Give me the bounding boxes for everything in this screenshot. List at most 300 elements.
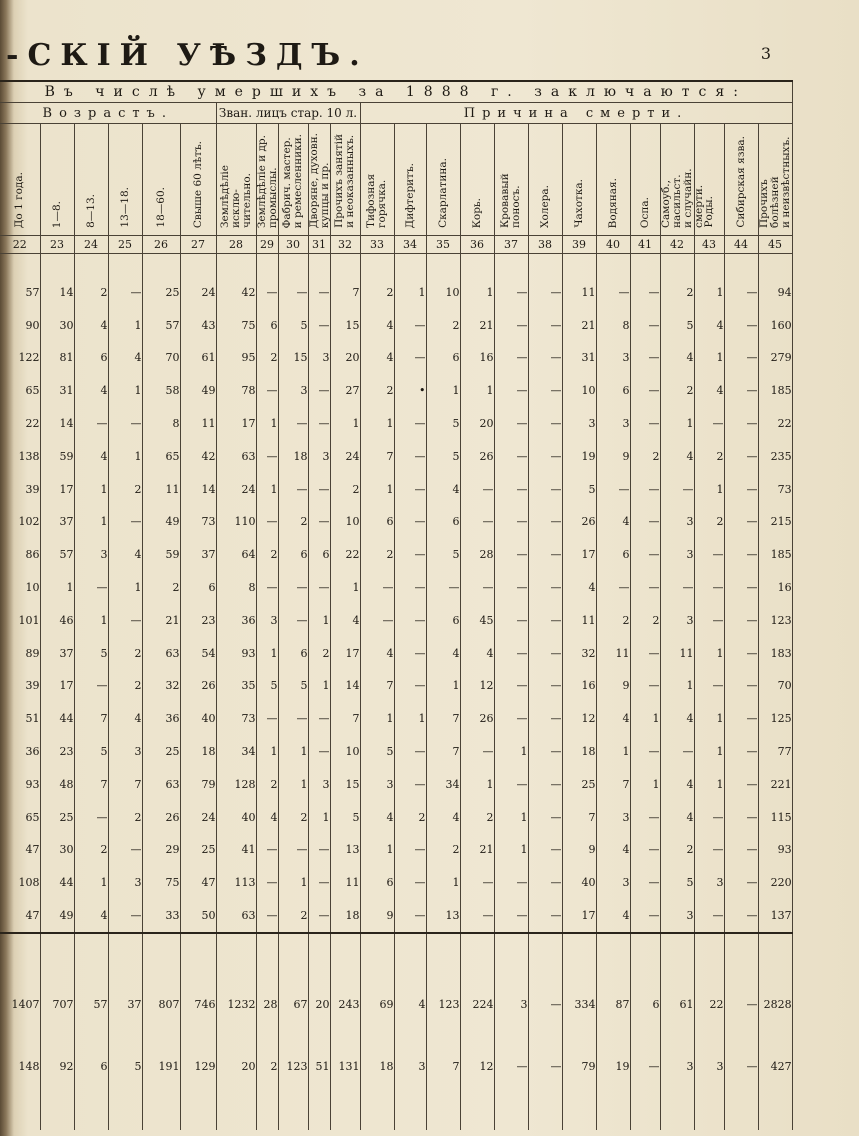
total-cell: 3 <box>494 974 528 1036</box>
table-cell: 1 <box>494 834 528 867</box>
table-cell: — <box>694 670 724 703</box>
table-cell: 48 <box>40 768 74 801</box>
column-header <box>562 124 596 236</box>
table-cell: — <box>108 407 142 440</box>
table-cell: 5 <box>426 440 460 473</box>
table-cell: 79 <box>180 768 216 801</box>
table-cell: 1 <box>394 702 426 735</box>
total-cell: — <box>494 1036 528 1098</box>
table-cell: 44 <box>40 702 74 735</box>
table-cell: — <box>308 407 330 440</box>
total-cell: 123 <box>278 1036 308 1098</box>
table-cell: 63 <box>142 768 180 801</box>
table-cell: 1 <box>694 735 724 768</box>
total-cell: 2828 <box>758 974 792 1036</box>
column-number: 45 <box>758 236 792 254</box>
table-cell: — <box>694 801 724 834</box>
table-row <box>0 440 792 473</box>
table-cell: 1 <box>394 276 426 309</box>
table-cell: 49 <box>40 899 74 933</box>
table-cell: 16 <box>758 571 792 604</box>
total-cell: 129 <box>180 1036 216 1098</box>
table-cell: 17 <box>40 473 74 506</box>
table-cell: — <box>394 440 426 473</box>
table-cell: — <box>278 834 308 867</box>
total-cell: — <box>724 974 758 1036</box>
table-cell: — <box>494 538 528 571</box>
column-header <box>0 124 40 236</box>
table-cell: — <box>108 276 142 309</box>
table-cell: 4 <box>426 801 460 834</box>
table-cell: 6 <box>426 604 460 637</box>
table-cell: — <box>278 702 308 735</box>
table-cell: 34 <box>216 735 256 768</box>
total-cell: 20 <box>308 974 330 1036</box>
table-cell: 221 <box>758 768 792 801</box>
table-cell: 11 <box>596 637 630 670</box>
table-cell: — <box>724 768 758 801</box>
table-cell: 22 <box>0 407 40 440</box>
column-label: Кровавый поносъ. <box>499 173 522 228</box>
table-cell: 10 <box>426 276 460 309</box>
table-cell: 26 <box>562 506 596 539</box>
table-cell: 2 <box>426 309 460 342</box>
column-header <box>108 124 142 236</box>
table-cell: 18 <box>330 899 360 933</box>
table-cell: — <box>596 571 630 604</box>
table-cell: — <box>724 440 758 473</box>
column-label: Дифтеритъ. <box>403 162 416 228</box>
table-cell: 2 <box>308 637 330 670</box>
table-cell: 18 <box>180 735 216 768</box>
table-cell: 42 <box>180 440 216 473</box>
table-cell: 26 <box>460 440 494 473</box>
table-cell: — <box>494 473 528 506</box>
table-cell: 70 <box>758 670 792 703</box>
table-cell: 4 <box>694 374 724 407</box>
table-cell: 108 <box>0 866 40 899</box>
table-cell: 1 <box>360 834 394 867</box>
table-cell: — <box>724 309 758 342</box>
table-cell: 65 <box>0 374 40 407</box>
table-cell: 40 <box>216 801 256 834</box>
column-label: 8—13. <box>84 194 97 228</box>
table-cell: 2 <box>694 440 724 473</box>
table-cell: 37 <box>40 506 74 539</box>
column-header <box>426 124 460 236</box>
table-cell: 1 <box>426 670 460 703</box>
table-cell: 3 <box>360 768 394 801</box>
table-cell: 4 <box>426 473 460 506</box>
table-cell: 65 <box>0 801 40 834</box>
table-cell: 1 <box>360 473 394 506</box>
total-cell: 22 <box>694 974 724 1036</box>
table-cell: 1 <box>426 374 460 407</box>
table-cell: 1 <box>330 407 360 440</box>
column-label: Сибирская язва. <box>734 136 747 228</box>
table-cell: 1 <box>108 309 142 342</box>
table-cell: 73 <box>216 702 256 735</box>
table-cell: — <box>528 702 562 735</box>
table-cell: 5 <box>360 735 394 768</box>
total-cell: 1232 <box>216 974 256 1036</box>
table-cell: 215 <box>758 506 792 539</box>
table-cell: 4 <box>256 801 278 834</box>
table-cell: — <box>394 834 426 867</box>
table-cell: 125 <box>758 702 792 735</box>
table-cell: 279 <box>758 342 792 375</box>
table-cell: — <box>528 374 562 407</box>
table-cell: 4 <box>74 309 108 342</box>
table-cell: 1 <box>278 768 308 801</box>
table-cell: 235 <box>758 440 792 473</box>
table-cell: 4 <box>596 834 630 867</box>
table-cell: — <box>630 309 660 342</box>
table-cell: — <box>630 374 660 407</box>
total-cell: 67 <box>278 974 308 1036</box>
table-cell: 45 <box>460 604 494 637</box>
table-cell: 47 <box>0 899 40 933</box>
table-cell: 93 <box>216 637 256 670</box>
total-cell: 5 <box>108 1036 142 1098</box>
table-cell: 1 <box>494 735 528 768</box>
table-cell: — <box>74 670 108 703</box>
table-cell: 11 <box>330 866 360 899</box>
table-cell: 30 <box>40 309 74 342</box>
table-cell: 16 <box>562 670 596 703</box>
table-cell: 2 <box>74 834 108 867</box>
table-cell: — <box>694 407 724 440</box>
totals-row <box>0 974 792 1036</box>
table-cell: — <box>394 538 426 571</box>
table-cell: — <box>494 702 528 735</box>
table-row <box>0 702 792 735</box>
table-cell: 95 <box>216 342 256 375</box>
table-cell: 4 <box>108 342 142 375</box>
table-cell: 4 <box>360 309 394 342</box>
table-cell: 59 <box>142 538 180 571</box>
table-cell: — <box>394 637 426 670</box>
table-cell: 17 <box>216 407 256 440</box>
table-cell: 49 <box>142 506 180 539</box>
table-cell: 2 <box>108 801 142 834</box>
column-label: Свыше 60 лѣтъ. <box>191 140 204 228</box>
table-cell: 31 <box>40 374 74 407</box>
table-cell: 24 <box>180 801 216 834</box>
table-cell: 6 <box>278 637 308 670</box>
table-cell: — <box>528 899 562 933</box>
page-number: 3 <box>760 44 771 63</box>
table-cell: 93 <box>0 768 40 801</box>
table-cell: — <box>74 407 108 440</box>
table-cell: 1 <box>460 374 494 407</box>
table-cell: 115 <box>758 801 792 834</box>
table-cell: 30 <box>40 834 74 867</box>
table-cell: 4 <box>596 899 630 933</box>
column-label: Дворяне, духовн. купцы и пр. <box>307 132 331 228</box>
table-cell: 36 <box>142 702 180 735</box>
column-number: 26 <box>142 236 180 254</box>
table-cell: 3 <box>596 801 630 834</box>
table-row <box>0 899 792 933</box>
table-cell: 40 <box>180 702 216 735</box>
table-row <box>0 473 792 506</box>
table-cell: — <box>528 801 562 834</box>
table-cell: 9 <box>596 670 630 703</box>
table-cell: — <box>394 571 426 604</box>
table-cell: — <box>630 637 660 670</box>
column-number: 39 <box>562 236 596 254</box>
table-cell: 29 <box>142 834 180 867</box>
table-cell: 12 <box>460 670 494 703</box>
table-cell: 43 <box>180 309 216 342</box>
column-header <box>724 124 758 236</box>
column-label: 13—18. <box>118 187 131 228</box>
table-cell: 2 <box>394 801 426 834</box>
total-cell: 2 <box>256 1036 278 1098</box>
column-number: 41 <box>630 236 660 254</box>
table-cell: 17 <box>562 899 596 933</box>
table-row <box>0 506 792 539</box>
table-row <box>0 670 792 703</box>
table-cell: 4 <box>660 702 694 735</box>
table-cell: 50 <box>180 899 216 933</box>
column-header <box>360 124 394 236</box>
table-cell: — <box>494 866 528 899</box>
table-cell: — <box>528 866 562 899</box>
table-cell: — <box>694 899 724 933</box>
table-row <box>0 768 792 801</box>
table-cell: 10 <box>330 735 360 768</box>
table-cell: — <box>278 571 308 604</box>
table-cell: 2 <box>460 801 494 834</box>
table-cell: 8 <box>142 407 180 440</box>
table-cell: 21 <box>562 309 596 342</box>
table-cell: — <box>308 899 330 933</box>
table-cell: 63 <box>216 899 256 933</box>
table-cell: 1 <box>256 637 278 670</box>
table-cell: — <box>74 801 108 834</box>
table-cell: 1 <box>694 702 724 735</box>
total-cell: 37 <box>108 974 142 1036</box>
table-cell: — <box>278 407 308 440</box>
table-cell: 1 <box>108 571 142 604</box>
table-row <box>0 276 792 309</box>
table-cell: — <box>596 473 630 506</box>
table-cell: 20 <box>460 407 494 440</box>
table-cell: 1 <box>694 637 724 670</box>
column-header <box>142 124 180 236</box>
table-cell: — <box>308 702 330 735</box>
table-cell: 3 <box>308 440 330 473</box>
table-cell: 37 <box>180 538 216 571</box>
table-cell: — <box>724 276 758 309</box>
table-cell: 2 <box>630 604 660 637</box>
table-cell: 34 <box>426 768 460 801</box>
table-cell: 5 <box>330 801 360 834</box>
table-cell: — <box>460 473 494 506</box>
table-cell: 6 <box>180 571 216 604</box>
table-cell: 11 <box>562 604 596 637</box>
table-cell: 2 <box>278 899 308 933</box>
table-cell: — <box>630 834 660 867</box>
table-cell: — <box>256 440 278 473</box>
column-number: 36 <box>460 236 494 254</box>
table-cell: 1 <box>660 407 694 440</box>
total-cell: 3 <box>694 1036 724 1098</box>
table-cell: — <box>308 374 330 407</box>
table-cell: 49 <box>180 374 216 407</box>
table-cell: 73 <box>758 473 792 506</box>
table-cell: 2 <box>694 506 724 539</box>
column-label: Роды. <box>702 196 715 228</box>
table-cell: 1 <box>694 473 724 506</box>
table-cell: 3 <box>308 342 330 375</box>
table-cell: 220 <box>758 866 792 899</box>
table-cell: — <box>494 440 528 473</box>
table-cell: — <box>724 538 758 571</box>
table-cell: 14 <box>40 407 74 440</box>
table-cell: 1 <box>694 768 724 801</box>
table-cell: 2 <box>256 538 278 571</box>
table-cell: — <box>278 276 308 309</box>
table-cell: 3 <box>660 604 694 637</box>
total-cell: 51 <box>308 1036 330 1098</box>
table-cell: — <box>630 342 660 375</box>
table-cell: 3 <box>308 768 330 801</box>
table-cell: 2 <box>330 473 360 506</box>
table-cell: — <box>724 506 758 539</box>
table-cell: 4 <box>460 637 494 670</box>
table-cell: 9 <box>596 440 630 473</box>
total-cell: 6 <box>74 1036 108 1098</box>
table-cell: — <box>660 473 694 506</box>
table-cell: — <box>494 309 528 342</box>
table-cell: 3 <box>108 735 142 768</box>
table-cell: — <box>494 899 528 933</box>
table-cell: 27 <box>330 374 360 407</box>
table-cell: 93 <box>758 834 792 867</box>
table-cell: — <box>528 834 562 867</box>
table-cell: 185 <box>758 374 792 407</box>
table-cell: 17 <box>562 538 596 571</box>
table-cell: 9 <box>360 899 394 933</box>
table-cell: 16 <box>460 342 494 375</box>
column-header <box>180 124 216 236</box>
table-cell: — <box>660 571 694 604</box>
column-label: До 1 года. <box>13 171 26 228</box>
table-cell: 57 <box>0 276 40 309</box>
table-cell: 11 <box>142 473 180 506</box>
table-cell: 3 <box>562 407 596 440</box>
column-header <box>630 124 660 236</box>
table-cell: — <box>630 473 660 506</box>
table-cell: 5 <box>660 309 694 342</box>
table-cell: 101 <box>0 604 40 637</box>
table-cell: 1 <box>74 604 108 637</box>
table-cell: 90 <box>0 309 40 342</box>
table-cell: 13 <box>330 834 360 867</box>
table-cell: — <box>528 407 562 440</box>
table-cell: — <box>630 571 660 604</box>
table-row <box>0 801 792 834</box>
table-cell: 185 <box>758 538 792 571</box>
table-cell: — <box>494 276 528 309</box>
table-cell: — <box>724 604 758 637</box>
total-cell: 19 <box>596 1036 630 1098</box>
table-cell: 2 <box>660 834 694 867</box>
table-cell: 2 <box>660 276 694 309</box>
table-cell: — <box>494 571 528 604</box>
table-cell: — <box>630 899 660 933</box>
table-cell: 5 <box>426 407 460 440</box>
table-cell: 7 <box>74 768 108 801</box>
column-number: 37 <box>494 236 528 254</box>
table-cell: 7 <box>330 276 360 309</box>
column-header <box>494 124 528 236</box>
table-cell: 51 <box>0 702 40 735</box>
table-cell: 5 <box>278 309 308 342</box>
table-cell: — <box>308 309 330 342</box>
table-cell: — <box>630 506 660 539</box>
table-cell: — <box>308 571 330 604</box>
column-label: 18—60. <box>154 187 167 228</box>
table-cell: 8 <box>216 571 256 604</box>
table-row <box>0 309 792 342</box>
table-cell: 19 <box>562 440 596 473</box>
table-cell: 1 <box>360 407 394 440</box>
table-cell: — <box>630 407 660 440</box>
table-cell: 4 <box>596 702 630 735</box>
table-cell: 22 <box>758 407 792 440</box>
table-cell: — <box>528 473 562 506</box>
table-cell: — <box>308 276 330 309</box>
column-number: 30 <box>278 236 308 254</box>
total-cell: 807 <box>142 974 180 1036</box>
column-number: 35 <box>426 236 460 254</box>
table-cell: 7 <box>74 702 108 735</box>
table-cell: 1 <box>256 473 278 506</box>
table-cell: 58 <box>142 374 180 407</box>
table-cell: 183 <box>758 637 792 670</box>
table-cell: 14 <box>330 670 360 703</box>
table-cell: 3 <box>108 866 142 899</box>
table-cell: — <box>724 801 758 834</box>
table-cell: 2 <box>360 374 394 407</box>
table-row <box>0 571 792 604</box>
table-cell: 63 <box>142 637 180 670</box>
total-cell: 20 <box>216 1036 256 1098</box>
table-cell: — <box>394 407 426 440</box>
table-cell: 22 <box>330 538 360 571</box>
table-cell: 25 <box>562 768 596 801</box>
table-cell: — <box>660 735 694 768</box>
table-cell: — <box>724 571 758 604</box>
column-header <box>528 124 562 236</box>
total-cell: 18 <box>360 1036 394 1098</box>
table-cell: 26 <box>142 801 180 834</box>
table-cell: — <box>394 670 426 703</box>
table-cell: 6 <box>360 506 394 539</box>
table-cell: — <box>694 834 724 867</box>
table-cell: 21 <box>142 604 180 637</box>
column-number: 22 <box>0 236 40 254</box>
column-header <box>308 124 330 236</box>
table-cell: 1 <box>460 276 494 309</box>
total-cell: — <box>528 974 562 1036</box>
table-cell: 3 <box>256 604 278 637</box>
table-cell: 4 <box>660 440 694 473</box>
